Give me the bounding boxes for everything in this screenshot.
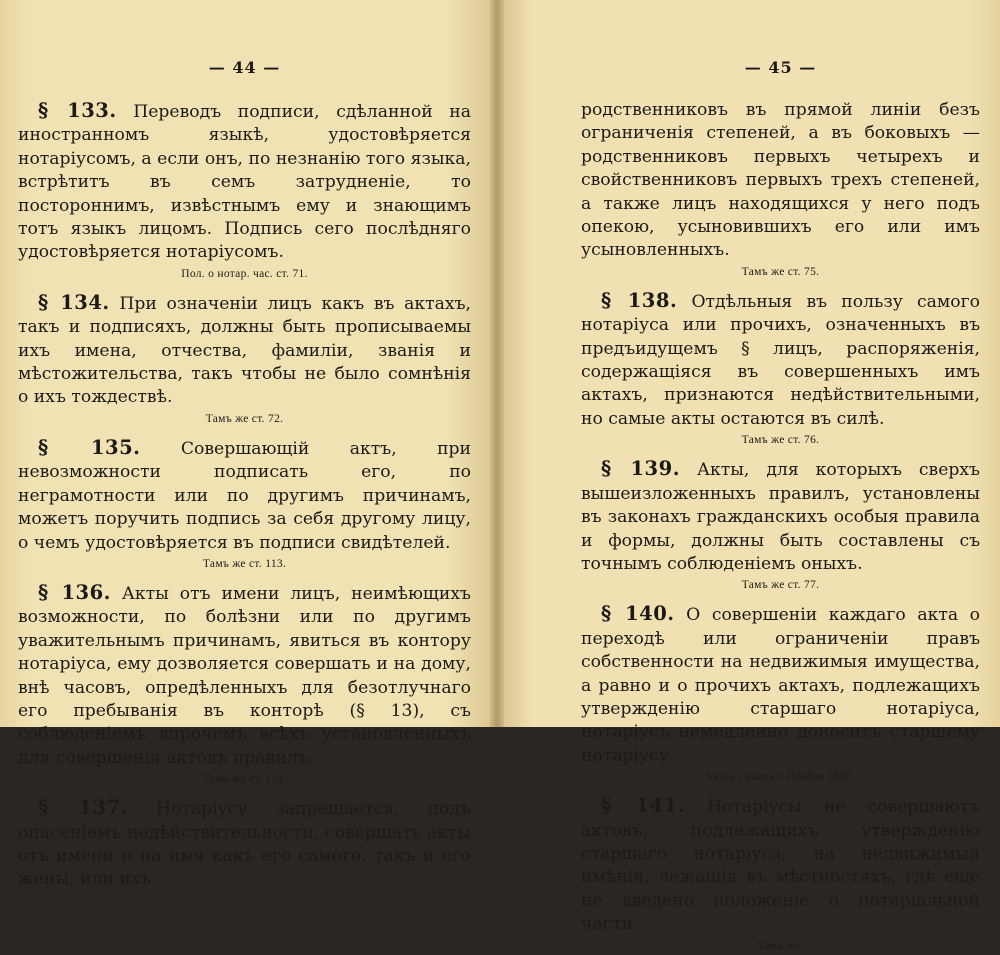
paragraph-text: Нотаріусы не совершаютъ актовъ, подлежащихъ утвержденію старшаго нотаріуса, на недвижимыя имѣнія, лежащія въ мѣстностяхъ, гдѣ еще не введено положеніе о нотаріальной части. <box>581 797 981 935</box>
book-gutter <box>490 0 504 727</box>
paragraph-text: Акты отъ имени лицъ, неимѣющихъ возможности, по болѣзни или по другимъ уважительнымъ причинамъ, явиться въ контору нотаріуса, ему дозволяется совершать и на дому, внѣ часовъ, опредѣленныхъ для безотлучнаго его пребыванія въ конторѣ (§ 13), съ соблюденіемъ впрочемъ всѣхъ установленныхъ для совершенія актовъ правилъ. <box>18 583 471 768</box>
section-number: § 134. <box>38 290 110 314</box>
section-number: § 137. <box>38 796 129 820</box>
paragraph-135 <box>18 436 471 555</box>
right-page <box>497 0 1000 952</box>
paragraph-text: Отдѣльныя въ пользу самого нотаріуса или прочихъ, означенныхъ въ предъидущемъ § лицъ, распоряженія, содержащіяся въ совершенныхъ имъ актахъ, признаются недѣйствительными, но самые акты остаются въ силѣ. <box>581 291 980 429</box>
paragraph-text: Нотаріусу запрещается, подъ опасеніемъ недѣйствительности, совершать акты отъ имени и на имя какъ его самого, такъ и его жены, или ихъ <box>18 799 471 890</box>
source-reference: Тамъ же ст. 113. <box>202 557 287 570</box>
paragraph-138 <box>581 289 980 431</box>
source-reference: Тамъ же. <box>757 939 804 952</box>
section-number: § 133. <box>38 99 117 122</box>
paragraph-141 <box>581 794 980 936</box>
section-number: § 138. <box>601 288 678 312</box>
paragraph-140 <box>581 602 980 768</box>
section-number: § 135. <box>38 435 141 459</box>
paragraph-text: родственниковъ въ прямой линіи безъ ограниченія степеней, а въ боковыхъ — родственниковъ первыхъ четырехъ и свойственниковъ первыхъ трехъ степеней, а также лицъ находящихся у него подъ опекою, усыновившихъ его или имъ усыновленныхъ. <box>581 100 980 261</box>
page-number-right: — 45 — <box>744 58 817 77</box>
source-reference: Тамъ же ст. 114. <box>202 773 287 786</box>
source-reference: Тамъ же ст. 72. <box>205 412 284 425</box>
paragraph-text: Совершающій актъ, при невозможности подписать его, по неграмотности или по другимъ причинамъ, можетъ поручить подпись за себя другому лицу, о чемъ удостовѣряется въ подписи свидѣтелей. <box>18 438 472 553</box>
source-reference: Тамъ же ст. 77. <box>741 579 820 592</box>
paragraph-139 <box>581 457 980 576</box>
section-number: § 140. <box>601 602 675 626</box>
paragraph-text: При означеніи лицъ какъ въ актахъ, такъ и подписяхъ, должны быть прописываемы ихъ имена, отчества, фамиліи, званія и мѣстожительства, такъ чтобы не было сомнѣнія о ихъ тождествѣ. <box>18 293 471 408</box>
left-page <box>0 0 497 890</box>
source-reference: Указъ Сената 3 Ноября 1867. <box>705 771 856 784</box>
paragraph-text: Акты, для которыхъ сверхъ вышеизложенныхъ правилъ, установлены въ законахъ гражданскихъ особыя правила и формы, должны быть составлены съ точнымъ соблюденіемъ оныхъ. <box>581 460 980 574</box>
paragraph-134 <box>18 291 471 410</box>
paragraph-text: Переводъ подписи, сдѣланной на иностранномъ языкѣ, удостовѣряется нотаріусомъ, а если онъ, по незнанію того языка, встрѣтитъ въ семъ затрудненіе, то постороннимъ, извѣстнымъ ему и знающимъ тотъ языкъ лицомъ. Подпись сего послѣдняго удостовѣряется нотаріусомъ. <box>18 102 471 263</box>
source-reference: Тамъ же ст. 75. <box>741 265 820 278</box>
paragraph-137-continued <box>581 99 980 263</box>
paragraph-text: О совершеніи каждаго акта о переходѣ или ограниченіи правъ собственности на недвижимыя имущества, а равно и о прочихъ актахъ, подлежащихъ утвержденію старшаго нотаріуса, нотаріусъ немедленно доноситъ старшему нотаріусу. <box>581 605 980 766</box>
source-reference: Пол. о нотар. час. ст. 71. <box>181 267 308 280</box>
section-number: § 136. <box>38 580 111 604</box>
paragraph-133 <box>18 99 471 265</box>
source-reference: Тамъ же ст. 76. <box>741 434 820 447</box>
section-number: § 139. <box>601 457 680 481</box>
paragraph-136 <box>18 581 471 770</box>
page-number-left: — 44 — <box>208 58 281 77</box>
paragraph-137 <box>18 796 471 892</box>
section-number: § 141. <box>601 794 685 818</box>
